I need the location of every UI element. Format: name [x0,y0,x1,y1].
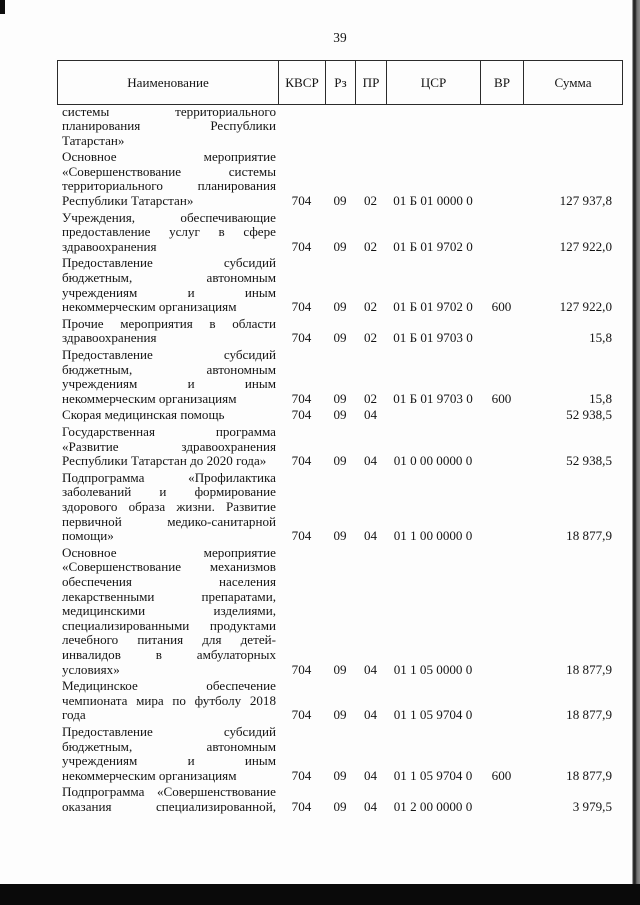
name-word: мероприятие [203,544,276,560]
cell-rz [325,105,355,149]
cell-csr: 01 Б 01 9703 0 [393,330,473,346]
name-line [62,679,276,694]
name-word: Развитие [225,499,276,515]
cell-vr [480,469,523,544]
cell-name [57,723,278,783]
name-word: в [209,315,216,331]
cell-vr [480,406,523,423]
name-word: системы [62,103,110,119]
name-line [62,271,276,286]
cell-pr: 02 [363,299,378,315]
cell-csr: 01 Б 01 9703 0 [393,390,473,406]
column-header-rz: Рз [326,61,356,105]
cell-kvsr: 704 [291,799,312,814]
cell-vr [480,148,523,208]
name-line [62,119,276,134]
column-header-csr: ЦСР [387,61,481,105]
name-word: учреждениям [62,284,138,300]
name-word: лекарственными [62,588,155,604]
name-line [62,785,276,800]
column-header-sum: Сумма [524,61,623,105]
name-word: субсидий [223,255,276,271]
name-word: медицинскими [62,603,146,619]
name-word: автономным [206,361,276,377]
cell-vr [480,677,523,723]
cell-csr: 01 1 05 0000 0 [393,661,473,677]
name-line [62,754,276,769]
cell-rz: 09 [333,193,347,209]
name-word: обеспечивающие [180,209,276,225]
cell-sum [523,105,622,149]
name-word: заболеваний [62,484,132,500]
name-line [62,256,276,271]
cell-pr: 02 [363,193,378,209]
cell-sum: 15,8 [589,390,612,406]
cell-kvsr: 704 [291,407,312,423]
name-word: футболу [194,692,242,708]
table-row [57,723,622,783]
scan-edge-right [632,0,640,905]
name-line: некоммерческим организациям [62,390,237,406]
name-word: продуктами [209,617,276,633]
name-line [62,633,276,648]
name-word: для [202,632,222,648]
name-line [62,800,276,815]
name-line [62,648,276,663]
cell-sum: 127 937,8 [559,193,612,209]
name-line [62,725,276,740]
column-header-kvsr: КВСР [279,61,326,105]
table-row [57,105,622,149]
name-word: автономным [206,270,276,286]
name-line [62,150,276,165]
cell-kvsr: 704 [291,299,312,315]
name-word: образа [128,499,166,515]
name-word: жизни. [176,499,215,515]
cell-sum: 18 877,9 [566,661,612,677]
cell-rz: 09 [333,661,347,677]
cell-name [57,315,278,346]
cell-vr: 600 [491,390,512,406]
name-word: территориального [62,178,163,194]
name-line: некоммерческим организациям [62,299,237,315]
name-word: бюджетным, [62,738,133,754]
name-word: по [172,692,186,708]
cell-kvsr: 704 [291,661,312,677]
table-row [57,677,622,723]
cell-name [57,346,278,406]
name-line [62,225,276,240]
name-word: и [159,484,167,500]
name-word: Предоставление [62,255,153,271]
name-word: «Совершенствование [62,559,182,575]
name-line [62,471,276,486]
name-word: в [218,224,225,240]
name-word: «Развитие [62,438,119,454]
cell-name [57,148,278,208]
name-word: иным [244,284,276,300]
table-row [57,346,622,406]
table-row [57,406,622,423]
name-line [62,546,276,561]
cell-pr: 04 [363,767,378,783]
name-line: Республики Татарстан» [62,193,194,209]
name-word: препаратами, [201,588,276,604]
cell-csr: 01 1 05 9704 0 [393,767,473,783]
cell-vr [480,544,523,677]
name-word: Республики [210,118,276,134]
cell-pr: 04 [363,661,378,677]
name-line: здравоохранения [62,330,157,346]
cell-csr: 01 1 00 0000 0 [393,528,473,544]
scan-corner-mark [0,0,5,14]
name-word: учреждениям [62,753,138,769]
table-row [57,469,622,544]
name-word: амбулаторных [196,647,276,663]
name-word: механизмов [209,559,276,575]
cell-pr: 04 [363,407,378,423]
name-line: некоммерческим организациям [62,767,237,783]
name-line [62,286,276,301]
name-word: лечебного [62,632,119,648]
name-word: обеспечения [62,574,132,590]
cell-kvsr: 704 [291,707,312,723]
cell-rz: 09 [333,238,347,254]
name-word: специализированной, [155,799,276,814]
cell-vr [480,315,523,346]
budget-table-body [57,105,622,815]
cell-sum: 15,8 [589,330,612,346]
name-word: сфере [243,224,276,240]
cell-rz: 09 [333,299,347,315]
name-word: детей- [240,632,276,648]
name-line [62,165,276,180]
name-word: субсидий [223,347,276,363]
name-word: Предоставление [62,347,153,363]
table-row [57,423,622,469]
name-word: бюджетным, [62,361,133,377]
name-word: предоставление [62,224,151,240]
name-line: года [62,707,86,723]
name-word: здорового [62,499,118,515]
name-word: мира [136,692,164,708]
table-row [57,315,622,346]
name-line: условиях» [62,661,120,677]
cell-name [57,423,278,469]
name-line [62,619,276,634]
name-word: автономным [206,738,276,754]
cell-vr [480,783,523,814]
name-word: услуг [169,224,200,240]
cell-csr: 01 0 00 0000 0 [393,453,473,469]
table-row [57,148,622,208]
scan-edge-bottom [0,884,640,905]
name-word: изделиями, [213,603,276,619]
name-line [62,485,276,500]
cell-name [57,469,278,544]
name-line [62,211,276,226]
cell-name [57,677,278,723]
cell-sum: 18 877,9 [566,707,612,723]
name-line [62,740,276,755]
name-word: мероприятие [203,149,276,165]
name-word: специализированными [62,617,190,633]
name-word: Основное [62,149,117,165]
cell-pr [355,105,386,149]
name-word: области [232,315,276,331]
name-word: Учреждения, [62,209,136,225]
name-line: Республики Татарстан до 2020 года» [62,453,267,469]
name-line: здравоохранения [62,238,157,254]
name-word: «Совершенствование [62,163,182,179]
name-word: территориального [175,103,276,119]
cell-csr: 01 Б 01 0000 0 [393,193,473,209]
cell-rz: 09 [333,707,347,723]
name-word: здравоохранения [181,438,276,454]
cell-rz: 09 [333,453,347,469]
cell-pr: 04 [363,528,378,544]
name-word: первичной [62,513,122,529]
name-line [62,590,276,605]
name-word: и [187,753,195,769]
table-row [57,544,622,677]
name-line [62,604,276,619]
name-word: 2018 [249,692,276,708]
table-row [57,254,622,314]
name-line: Скорая медицинская помощь [62,407,225,423]
name-word: оказания [62,799,112,814]
cell-csr: 01 Б 01 9702 0 [393,238,473,254]
name-word: формирование [194,484,276,500]
name-word: иным [244,376,276,392]
name-line [62,575,276,590]
name-word: питания [137,632,184,648]
cell-vr [480,209,523,255]
cell-rz: 09 [333,528,347,544]
cell-kvsr: 704 [291,453,312,469]
table-row [57,783,622,814]
cell-name [57,254,278,314]
column-header-name: Наименование [58,61,279,105]
name-line [62,105,276,120]
name-line [62,425,276,440]
cell-rz: 09 [333,767,347,783]
cell-rz: 09 [333,330,347,346]
cell-rz: 09 [333,390,347,406]
name-word: планирования [197,178,276,194]
table-rows [57,105,622,815]
name-word: в [155,647,162,663]
cell-name [57,783,278,814]
name-word: медико-санитарной [167,513,276,529]
cell-name [57,105,278,149]
name-line [62,317,276,332]
name-line [62,440,276,455]
name-word: Подпрограмма [62,469,145,485]
cell-pr: 04 [363,799,378,814]
cell-csr: 01 Б 01 9702 0 [393,299,473,315]
header-row [58,61,623,105]
name-line: Татарстан» [62,132,125,148]
column-header-pr: ПР [356,61,387,105]
name-word: чемпионата [62,692,128,708]
name-line [62,348,276,363]
name-line [62,560,276,575]
cell-kvsr: 704 [291,330,312,346]
name-word: мероприятия [120,315,193,331]
name-line [62,694,276,709]
name-word: учреждениям [62,376,138,392]
name-word: инвалидов [62,647,121,663]
cell-kvsr: 704 [291,767,312,783]
cell-vr: 600 [491,767,512,783]
cell-vr: 600 [491,299,512,315]
cell-vr [480,423,523,469]
cell-vr [480,105,523,149]
cell-kvsr: 704 [291,238,312,254]
name-word: Предоставление [62,724,153,740]
name-word: планирования [62,118,141,134]
cell-csr [386,105,480,149]
name-line [62,500,276,515]
cell-sum: 52 938,5 [566,407,612,423]
cell-pr: 02 [363,390,378,406]
cell-pr: 02 [363,238,378,254]
name-word: «Совершенствование [156,784,276,800]
column-header-vr: ВР [481,61,524,105]
name-word: системы [228,163,276,179]
page-number: 39 [333,30,347,45]
cell-pr: 04 [363,453,378,469]
name-word: и [187,376,195,392]
name-word: Государственная [62,424,155,440]
cell-csr: 01 1 05 9704 0 [393,707,473,723]
name-word: обеспечение [206,678,276,694]
name-word: Медицинское [62,678,138,694]
name-word: субсидий [223,724,276,740]
cell-name [57,544,278,677]
cell-sum: 18 877,9 [566,767,612,783]
cell-sum: 52 938,5 [566,453,612,469]
cell-rz: 09 [333,799,347,814]
name-word: иным [244,753,276,769]
name-word: бюджетным, [62,270,133,286]
cell-kvsr [278,105,325,149]
name-line [62,515,276,530]
cell-kvsr: 704 [291,193,312,209]
cell-rz: 09 [333,407,347,423]
name-line [62,179,276,194]
name-line [62,363,276,378]
name-word: населения [219,574,276,590]
name-line [62,377,276,392]
name-word: «Профилактика [188,469,276,485]
cell-csr: 01 2 00 0000 0 [393,799,473,814]
cell-pr: 04 [363,707,378,723]
cell-sum: 127 922,0 [559,299,612,315]
cell-name [57,406,278,423]
name-line: помощи» [62,528,114,544]
cell-name [57,209,278,255]
name-word: и [187,284,195,300]
name-word: программа [215,424,276,440]
cell-sum: 18 877,9 [566,528,612,544]
cell-sum: 127 922,0 [559,238,612,254]
cell-csr [386,406,480,423]
name-word: Прочие [62,315,104,331]
name-word: Основное [62,544,117,560]
cell-sum: 3 979,5 [572,799,612,814]
name-word: Подпрограмма [62,784,145,800]
cell-kvsr: 704 [291,390,312,406]
table-row [57,209,622,255]
table-header [57,60,623,105]
cell-kvsr: 704 [291,528,312,544]
cell-pr: 02 [363,330,378,346]
